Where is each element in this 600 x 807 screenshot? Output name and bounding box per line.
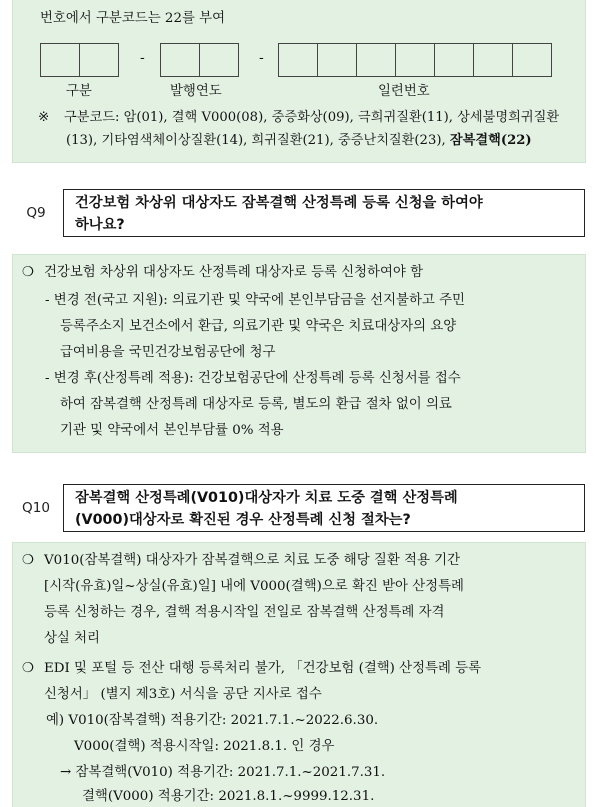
separator-dash: -: [259, 50, 264, 66]
answer-bullet: ❍: [22, 553, 35, 568]
digit-cell: [395, 43, 435, 77]
digit-cell: [434, 43, 474, 77]
registration-intro-line: 번호에서 구분코드는 22를 부여: [40, 11, 226, 26]
digit-cell: [199, 43, 239, 77]
separator-dash: -: [140, 50, 145, 66]
digit-cell: [473, 43, 513, 77]
q10-question-line: (V000)대상자로 확진된 경우 산정특례 신청 절차는?: [75, 512, 411, 528]
digit-cell: [278, 43, 318, 77]
q10-question-line: 잠복결핵 산정특례(V010)대상자가 치료 도중 결핵 산정특례: [75, 490, 458, 506]
answer-line: EDI 및 포털 등 전산 대행 등록처리 불가, 「건강보험 (결핵) 산정특례 등록: [44, 661, 482, 676]
answer-line: 등록 신청하는 경우, 결핵 적용시작일 전일로 잠복결핵 산정특례 자격: [44, 605, 445, 620]
serial-number-label: 일련번호: [378, 84, 430, 99]
answer-line: - 변경 후(산정특례 적용): 건강보험공단에 산정특례 등록 신청서를 접수: [45, 371, 461, 386]
example-line: V000(결핵) 적용시작일: 2021.8.1. 인 경우: [74, 739, 335, 754]
example-line: 예) V010(잠복결핵) 적용기간: 2021.7.1.~2022.6.30.: [46, 713, 379, 728]
answer-bullet: ❍: [22, 661, 35, 676]
answer-line: V010(잠복결핵) 대상자가 잠복결핵으로 치료 도중 해당 질환 적용 기간: [44, 553, 461, 568]
year-code-boxes: [160, 43, 239, 77]
q10-label: Q10: [22, 500, 50, 516]
answer-line: 상실 처리: [44, 631, 100, 646]
answer-line: [시작(유효)일~상실(유효)일] 내에 V000(결핵)으로 확진 받아 산정특례: [44, 579, 464, 594]
answer-line: 급여비용을 국민건강보험공단에 청구: [60, 345, 276, 360]
category-code-note-line2: (13), 기타염색체이상질환(14), 희귀질환(21), 중증난치질환(23), 잠복결핵(22): [66, 133, 532, 148]
digit-cell: [79, 43, 119, 77]
answer-line: 등록주소지 보건소에서 환급, 의료기관 및 약국은 치료대상자의 요양: [60, 319, 457, 334]
category-code-note-line1: 구분코드: 암(01), 결핵 V000(08), 중증화상(09), 극희귀질환(11), 상세불명희귀질환: [64, 110, 560, 125]
example-result-line: → 잠복결핵(V010) 적용기간: 2021.7.1.~2021.7.31.: [60, 765, 386, 780]
digit-cell: [40, 43, 80, 77]
latent-tb-code-highlight: 잠복결핵(22): [449, 133, 532, 148]
answer-line: 신청서」 (별지 제3호) 서식을 공단 지사로 접수: [44, 687, 322, 702]
serial-number-boxes: [278, 43, 552, 77]
digit-cell: [356, 43, 396, 77]
category-code-boxes: [40, 43, 119, 77]
digit-cell: [160, 43, 200, 77]
digit-cell: [512, 43, 552, 77]
answer-bullet: ❍: [22, 265, 35, 280]
category-label: 구분: [66, 84, 92, 99]
issue-year-label: 발행연도: [170, 84, 222, 99]
digit-cell: [317, 43, 357, 77]
answer-line: 하여 잠복결핵 산정특례 대상자로 등록, 별도의 환급 절차 없이 의료: [60, 397, 452, 412]
q9-label: Q9: [26, 205, 46, 221]
note-mark: ※: [38, 110, 50, 125]
q9-question-line: 하나요?: [75, 217, 125, 233]
answer-line: - 변경 전(국고 지원): 의료기관 및 약국에 본인부담금을 선지불하고 주민: [45, 293, 465, 308]
q9-question-line: 건강보험 차상위 대상자도 잠복결핵 산정특례 등록 신청을 하여야: [75, 195, 483, 211]
answer-line: 기관 및 약국에서 본인부담률 0% 적용: [60, 423, 284, 438]
example-result-line: 결핵(V000) 적용기간: 2021.8.1.~9999.12.31.: [82, 789, 375, 804]
answer-line: 건강보험 차상위 대상자도 산정특례 대상자로 등록 신청하여야 함: [44, 265, 424, 280]
